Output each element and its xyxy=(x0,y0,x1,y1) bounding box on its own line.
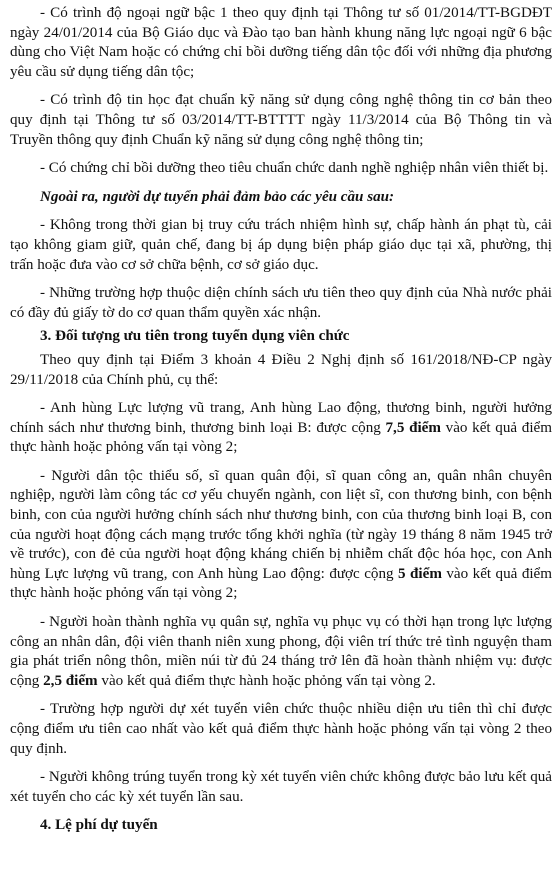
section-heading-priority: 3. Đối tượng ưu tiên trong tuyển dụng viên chức xyxy=(40,328,350,345)
text-segment: vào kết quả điểm thực hành hoặc phỏng vấn tại vòng 2. xyxy=(97,672,436,689)
paragraph-no-criminal: - Không trong thời gian bị truy cứu trách nhiệm hình sự, chấp hành án phạt tù, cải tạo không giam giữ, quản chế, đang bị áp dụng biện pháp giáo dục tại xã, phường, thị trấn hoặc đưa vào cơ sở chữa bệnh, cơ sở giáo dục. xyxy=(10,217,552,273)
paragraph-multiple-priority: - Trường hợp người dự xét tuyển viên chức thuộc nhiều diện ưu tiên thì chỉ được cộng điểm ưu tiên cao nhất vào kết quả điểm thực hành hoặc phỏng vấn tại vòng 2 theo quy định. xyxy=(10,701,552,757)
points-5: 5 điểm xyxy=(398,565,442,582)
paragraph-decree-reference: Theo quy định tại Điểm 3 khoản 4 Điều 2 Nghị định số 161/2018/NĐ-CP ngày 29/11/2018 của Chính phủ, cụ thể: xyxy=(10,351,552,388)
paragraph-priority-7-5 xyxy=(10,399,552,458)
paragraph-no-reservation: - Người không trúng tuyển trong kỳ xét tuyển viên chức không được bảo lưu kết quả xét tuyển cho các kỳ xét tuyển lần sau. xyxy=(10,769,552,805)
text-segment: - Người hoàn thành nghĩa vụ quân sự, nghĩa vụ phục vụ có thời hạn trong lực lượng công an nhân dân, đội viên thanh niên xung phong, đội viên trí thức trẻ tình nguyện tham gia phát triển nông thôn, miền núi từ đủ 24 tháng trở lên đã hoàn thành nhiệm vụ: được cộng xyxy=(10,614,552,689)
paragraph-certificate: - Có chứng chỉ bồi dưỡng theo tiêu chuẩn chức danh nghề nghiệp nhân viên thiết bị. xyxy=(40,160,549,177)
points-2-5: 2,5 điểm xyxy=(43,672,98,689)
paragraph-it-skills: - Có trình độ tin học đạt chuẩn kỹ năng sử dụng công nghệ thông tin cơ bản theo quy định tại Thông tư số 03/2014/TT-BTTTT ngày 11/3/2014 của Bộ Thông tin và Truyền thông quy định Chuẩn kỹ năng sử dụng công nghệ thông tin; xyxy=(10,92,552,148)
text-segment: - Anh hùng Lực lượng vũ trang, Anh hùng Lao động, thương binh, người hưởng chính sách như thương binh, thương binh loại B: được cộng xyxy=(10,400,552,436)
text-segment: - Người dân tộc thiểu số, sĩ quan quân đội, sĩ quan công an, quân nhân chuyên nghiệp, người làm công tác cơ yếu chuyển ngành, con liệt sĩ, con thương binh, con bệnh binh, con của người hưởng chính sách như thương binh, con của thương binh loại B, con của người hoạt động cách mạng trước tổng khởi nghĩa (từ ngày 19 tháng 8 năm 1945 trở về trước), con đẻ của người hoạt động kháng chiến bị nhiễm chất độc hóa học, con Anh hùng Lực lượng vũ trang, con Anh hùng Lao động: được cộng xyxy=(10,467,552,582)
text-segment: vào kết quả điểm thực hành hoặc phỏng vấn tại vòng 2; xyxy=(10,565,552,602)
paragraph-priority-2-5 xyxy=(10,613,552,691)
text-segment: vào kết quả điểm thực hành hoặc phỏng vấn tại vòng 2; xyxy=(10,419,552,456)
paragraph-additional-requirements-heading: Ngoài ra, người dự tuyển phải đảm bảo các yêu cầu sau: xyxy=(40,188,395,205)
section-heading-fee: 4. Lệ phí dự tuyển xyxy=(40,817,158,834)
points-7-5: 7,5 điểm xyxy=(385,419,441,436)
paragraph-policy-documents: - Những trường hợp thuộc diện chính sách ưu tiên theo quy định của Nhà nước phải có đầy đủ giấy tờ do cơ quan thẩm quyền xác nhận. xyxy=(10,285,552,321)
paragraph-priority-5 xyxy=(10,467,552,604)
paragraph-foreign-language: - Có trình độ ngoại ngữ bậc 1 theo quy định tại Thông tư số 01/2014/TT-BGDĐT ngày 24/01/2014 của Bộ Giáo dục và Đào tạo ban hành khung năng lực ngoại ngữ 6 bậc dùng cho Việt Nam hoặc có chứng chỉ bồi dưỡng tiếng dân tộc đối với những địa phương yêu cầu sử dụng tiếng dân tộc; xyxy=(10,5,552,80)
